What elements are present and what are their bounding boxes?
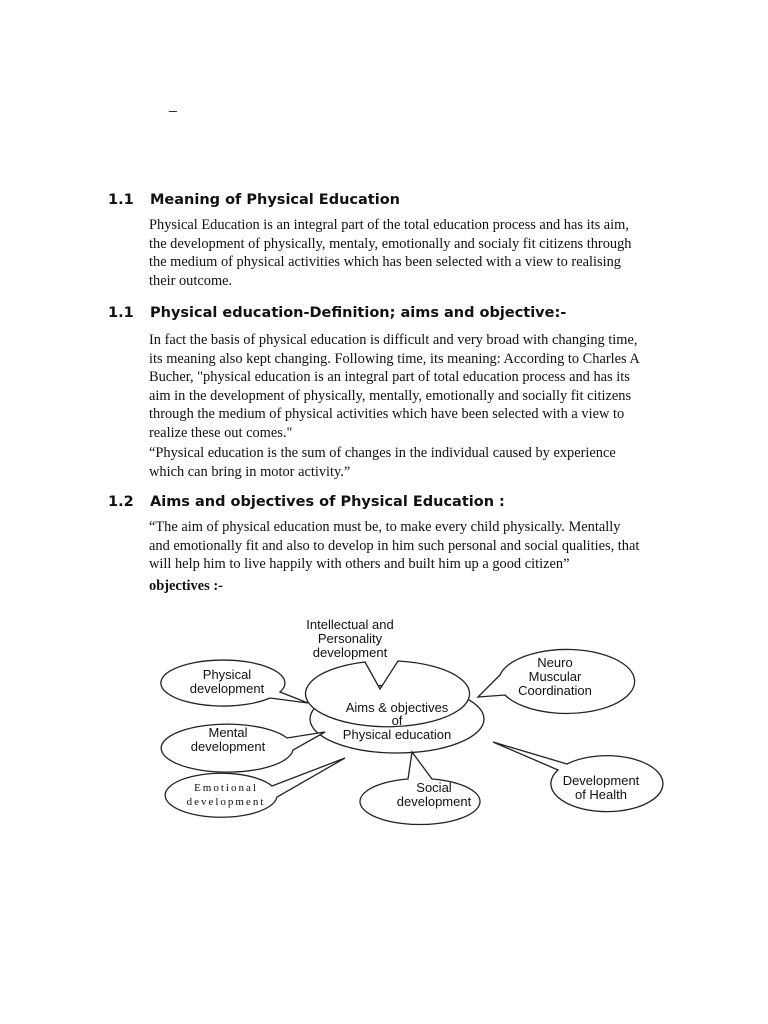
section-number: 1.2 bbox=[108, 494, 134, 510]
text-line: will help him to live happily with others and built him up a good citizen” bbox=[149, 556, 570, 573]
text-line: its meaning also kept changing. Following time, its meaning: According to Charles A bbox=[149, 350, 640, 367]
section-number: 1.1 bbox=[108, 192, 134, 208]
text-line: through the medium of physical activities which have been selected with a view to bbox=[149, 406, 625, 423]
intellectual-bubble bbox=[306, 661, 470, 727]
social-label-line: Social bbox=[416, 780, 452, 795]
text-line: realize these out comes." bbox=[149, 424, 293, 441]
center-label-line: Physical education bbox=[342, 727, 452, 742]
health-label-line: of Health bbox=[574, 787, 628, 802]
emotional-label-line: Emotional bbox=[194, 782, 258, 794]
header-dash: _ bbox=[169, 96, 177, 112]
neuro-label-line: Coordination bbox=[518, 683, 592, 698]
intellectual-label-line: Intellectual and bbox=[306, 617, 394, 632]
mental-label-line: development bbox=[190, 739, 266, 754]
emotional-label-line: development bbox=[186, 796, 266, 808]
text-line: Bucher, "physical education is an integral part of total education process and has its bbox=[149, 369, 630, 386]
text-line: “The aim of physical education must be, to make every child physically. Mentally bbox=[149, 519, 621, 535]
mental-label-line: Mental bbox=[208, 725, 248, 740]
physical-label-line: Physical bbox=[202, 667, 252, 682]
section-title: Meaning of Physical Education bbox=[150, 192, 400, 208]
text-line: In fact the basis of physical education is difficult and very broad with changing time, bbox=[149, 332, 638, 348]
text-line: the medium of physical activities which has been selected with a view to realising bbox=[149, 254, 621, 271]
center-label-line: Aims & objectives bbox=[345, 700, 449, 715]
social-label-line: development bbox=[396, 794, 472, 809]
neuro-label-line: Muscular bbox=[528, 669, 582, 684]
text-line: the development of physically, mentaly, emotionally and socialy fit citizens through bbox=[149, 235, 632, 252]
physical-label-line: development bbox=[189, 681, 265, 696]
text-line: and emotionally fit and also to develop in him such personal and social qualities, that bbox=[149, 537, 640, 554]
text-line: aim in the development of physically, mentally, emotionally and socially fit citizens bbox=[149, 387, 632, 404]
neuro-label-line: Neuro bbox=[537, 655, 573, 670]
center-label-line: of bbox=[391, 713, 403, 728]
section-title: Aims and objectives of Physical Education : bbox=[150, 494, 505, 510]
text-line: which can bring in motor activity.” bbox=[149, 463, 351, 480]
objectives-label: objectives :- bbox=[149, 578, 223, 594]
intellectual-label-line: Personality bbox=[317, 631, 383, 646]
text-line: Physical Education is an integral part of the total education process and has its aim, bbox=[149, 217, 629, 233]
text-line: their outcome. bbox=[149, 272, 233, 289]
text-line: “Physical education is the sum of changes in the individual caused by experience bbox=[149, 445, 616, 461]
section-number: 1.1 bbox=[108, 305, 134, 321]
health-label-line: Development bbox=[562, 773, 640, 788]
section-title: Physical education-Definition; aims and objective:- bbox=[150, 305, 567, 321]
intellectual-label-line: development bbox=[312, 645, 388, 660]
